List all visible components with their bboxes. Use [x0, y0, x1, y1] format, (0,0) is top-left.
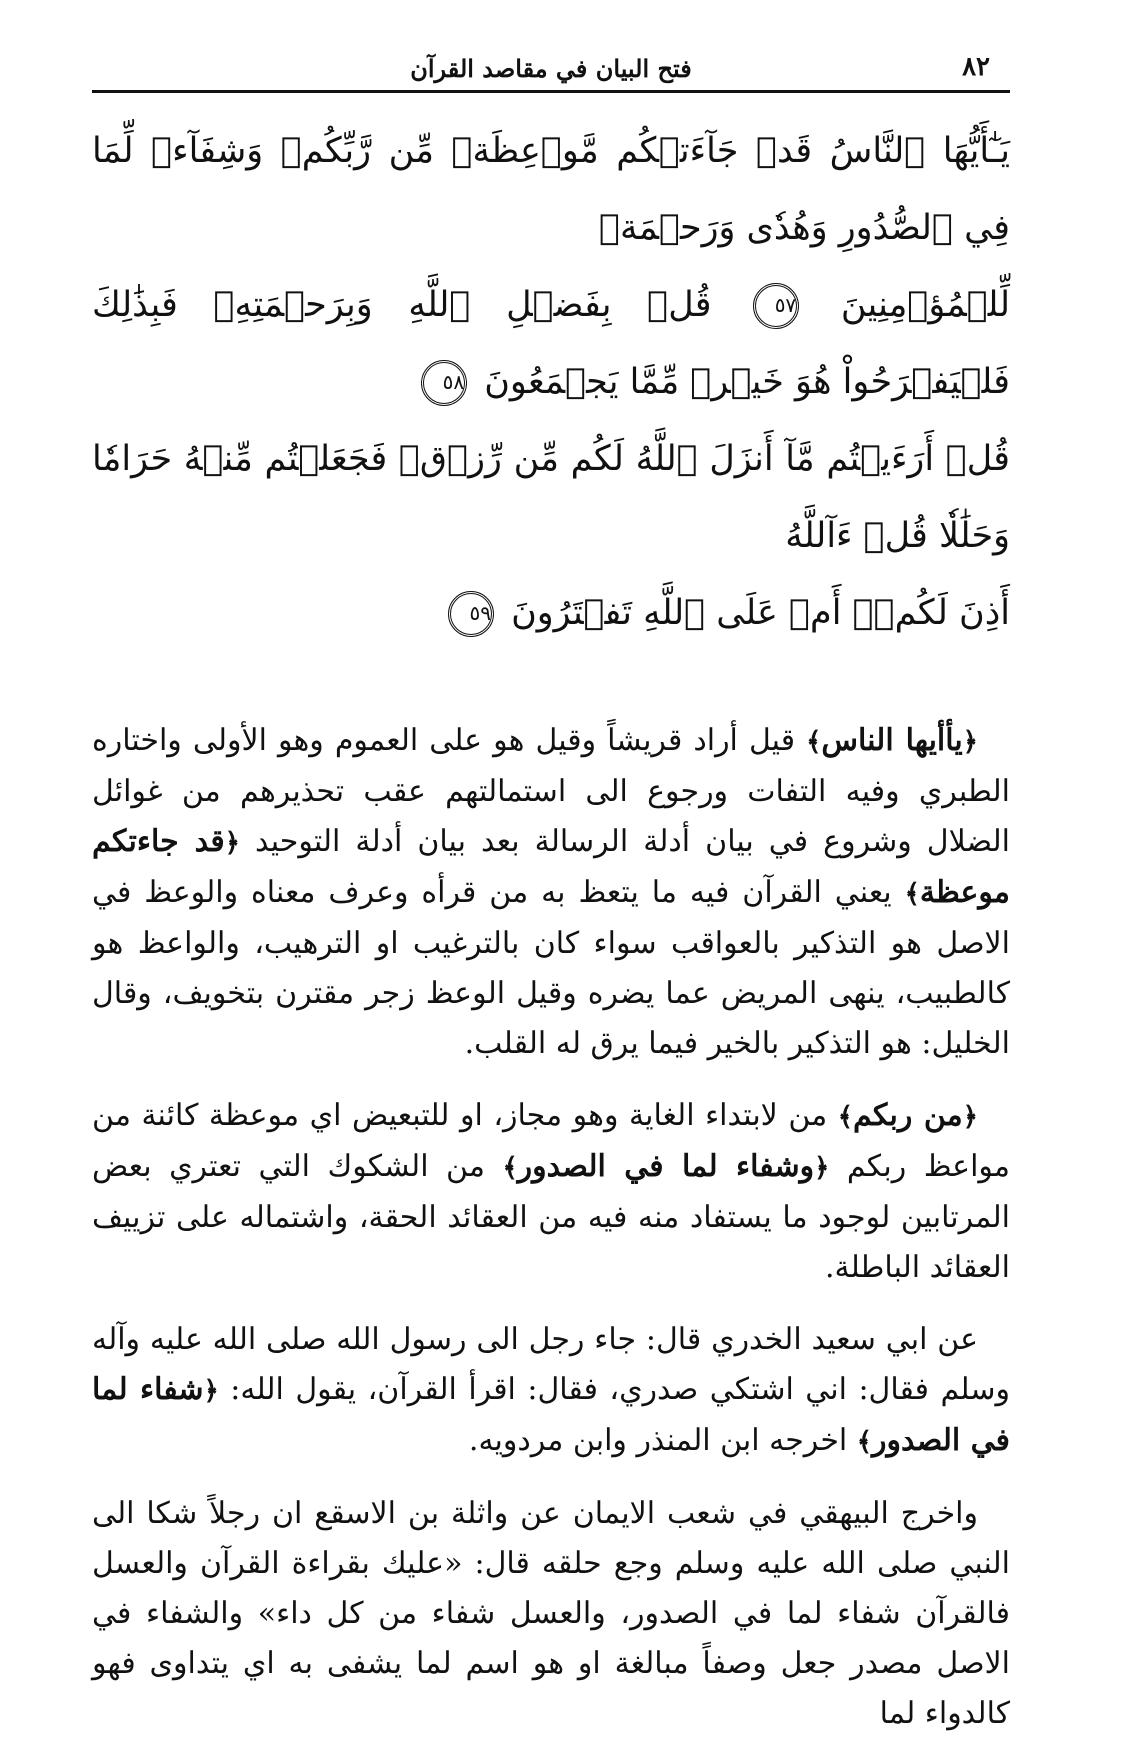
commentary-text: من الشكوك التي تعتري بعض المرتابين لوجود ما يستفاد منه فيه من العقائد الحقة، واشتماله على تزييف العقائد الباطلة. [92, 1149, 1010, 1285]
ornate-bracket-close: ﴾ [856, 1427, 872, 1457]
commentary-text: يعني القرآن فيه ما يتعظ به من قرأه وعرف معناه والوعظ في الاصل هو التذكير بالعواقب سواء كان بالترغيب او الترهيب، والواعظ هو كالطبيب، ينهى المريض عما يضره وقيل الوعظ زجر مقترن بتخويف، وقال الخليل: هو التذكير بالخير فيما يرق له القلب. [92, 875, 1010, 1061]
commentary-paragraph [92, 1091, 1010, 1293]
commentary-paragraph [92, 1315, 1010, 1467]
commentary-text: قيل أراد قريشاً وقيل هو على العموم وهو الأولى واختاره الطبري وفيه التفات ورجوع الى استمالتهم عقب تحذيرهم من غوائل الضلال وشروع في بيان أدلة الرسالة بعد بيان أدلة التوحيد [92, 723, 1010, 859]
quoted-verse: يأأيها الناس [821, 723, 963, 758]
commentary-text: عن ابي سعيد الخدري قال: جاء رجل الى رسول الله صلى الله عليه وآله وسلم فقال: اني اشتكي صدري، فقال: اقرأ القرآن، يقول الله: [92, 1322, 1010, 1407]
verse-line [92, 267, 1010, 421]
commentary-text: من لابتداء الغاية وهو مجاز، او للتبعيض اي موعظة كائنة من مواعظ ربكم [92, 1098, 1010, 1184]
ornate-bracket-close: ﴾ [502, 1153, 518, 1183]
commentary-text: اخرجه ابن المنذر وابن مردويه. [468, 1423, 857, 1458]
commentary-body [92, 716, 1010, 1739]
verse-line [92, 421, 1010, 575]
page-number: ٨٢ [962, 52, 990, 82]
commentary-paragraph [92, 1489, 1010, 1739]
verse-text: يَـٰٓأَيُّهَا ٱلنَّاسُ قَدۡ جَآءَتۡكُم مَّوۡعِظَةٞ مِّن رَّبِّكُمۡ وَشِفَآءٞ لِّمَا فِي ٱلصُّدُورِ وَهُدٗى وَرَحۡمَةٞ [92, 131, 1010, 248]
running-header [92, 40, 1010, 93]
commentary-text: واخرج البيهقي في شعب الايمان عن واثلة بن الاسقع ان رجلاً شكا الى النبي صلى الله عليه وسلم وجع حلقه قال: «عليك بقراءة القرآن والعسل فالقرآن شفاء لما في الصدور، والعسل شفاء من كل داء» والشفاء في الاصل مصدر جعل وصفاً مبالغة او هو اسم لما يشفى به اي يتداوى فهو كالدواء لما [92, 1496, 1010, 1731]
ayah-number-marker: ٥٩ [448, 591, 494, 637]
book-title: فتح البيان في مقاصد القرآن [410, 54, 692, 83]
ornate-bracket-close: ﴾ [837, 1102, 854, 1132]
quoted-verse: شفاء لما في الصدور [92, 1372, 1010, 1458]
verse-line [92, 113, 1010, 267]
ayah-number-marker: ٥٧ [753, 283, 799, 329]
ornate-bracket-open: ﴿ [962, 727, 978, 757]
quran-verses [92, 113, 1010, 652]
book-page [92, 40, 1010, 1731]
verse-text: قُلۡ أَرَءَيۡتُم مَّآ أَنزَلَ ٱللَّهُ لَكُم مِّن رِّزۡقٖ فَجَعَلۡتُم مِّنۡهُ حَرَامٗا وَحَلَٰلٗا قُلۡ ءَآللَّهُ [92, 439, 1010, 556]
ornate-bracket-close: ﴾ [806, 727, 822, 757]
quoted-verse: وشفاء لما في الصدور [517, 1149, 815, 1184]
quoted-verse: من ربكم [853, 1098, 963, 1133]
ornate-bracket-open: ﴿ [962, 1102, 978, 1132]
ornate-bracket-open: ﴿ [224, 828, 240, 858]
verse-text: قُلۡ بِفَضۡلِ ٱللَّهِ وَبِرَحۡمَتِهِۦ فَبِذَٰلِكَ فَلۡيَفۡرَحُواْ هُوَ خَيۡرٞ مِّمَّا يَجۡمَعُونَ [92, 285, 1010, 402]
ayah-number-marker: ٥٨ [421, 360, 467, 406]
verse-line [92, 575, 1010, 652]
quoted-verse: قد جاءتكم موعظة [92, 824, 1010, 910]
commentary-paragraph [92, 716, 1010, 1069]
verse-text: أَذِنَ لَكُمۡۖ أَمۡ عَلَى ٱللَّهِ تَفۡتَرُونَ [511, 593, 1010, 633]
ornate-bracket-open: ﴿ [203, 1376, 219, 1406]
verse-text: لِّلۡمُؤۡمِنِينَ [840, 285, 1010, 325]
ornate-bracket-close: ﴾ [904, 879, 920, 909]
ornate-bracket-open: ﴿ [814, 1153, 830, 1183]
